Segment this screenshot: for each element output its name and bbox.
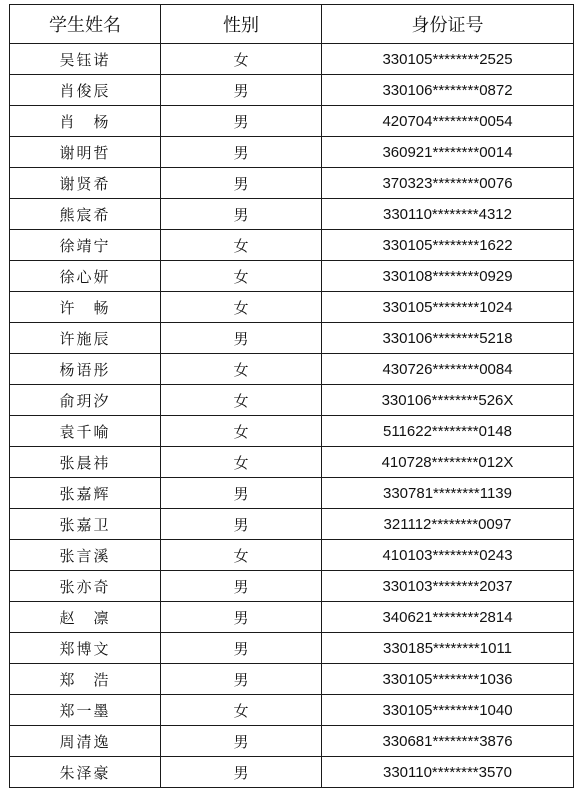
student-name-cell: 郑 浩	[10, 664, 161, 695]
table-row	[10, 633, 574, 664]
header-gender: 性别	[161, 5, 322, 44]
table-row	[10, 602, 574, 633]
id-number-cell: 330108********0929	[322, 261, 574, 292]
student-name-cell: 吴钰诺	[10, 44, 161, 75]
student-name-cell: 张言溪	[10, 540, 161, 571]
table-row	[10, 137, 574, 168]
student-name-cell: 谢贤希	[10, 168, 161, 199]
id-number-cell: 330681********3876	[322, 726, 574, 757]
gender-cell: 男	[161, 757, 322, 788]
table-row	[10, 695, 574, 726]
id-number-cell: 330105********1622	[322, 230, 574, 261]
table-row	[10, 323, 574, 354]
student-name-cell: 许施辰	[10, 323, 161, 354]
student-name-cell: 杨语彤	[10, 354, 161, 385]
student-name-cell: 郑博文	[10, 633, 161, 664]
student-name-cell: 朱泽豪	[10, 757, 161, 788]
table-row	[10, 75, 574, 106]
gender-cell: 女	[161, 354, 322, 385]
gender-cell: 男	[161, 75, 322, 106]
table-row	[10, 571, 574, 602]
gender-cell: 男	[161, 199, 322, 230]
student-name-cell: 郑一墨	[10, 695, 161, 726]
id-number-cell: 330110********4312	[322, 199, 574, 230]
student-name-cell: 谢明哲	[10, 137, 161, 168]
table-row	[10, 168, 574, 199]
gender-cell: 女	[161, 44, 322, 75]
gender-cell: 女	[161, 416, 322, 447]
student-roster-table	[9, 4, 574, 788]
gender-cell: 女	[161, 540, 322, 571]
gender-cell: 男	[161, 106, 322, 137]
table-body	[10, 44, 574, 788]
gender-cell: 男	[161, 323, 322, 354]
id-number-cell: 330106********526X	[322, 385, 574, 416]
table-row	[10, 447, 574, 478]
table-row	[10, 230, 574, 261]
gender-cell: 男	[161, 571, 322, 602]
id-number-cell: 330105********1036	[322, 664, 574, 695]
student-name-cell: 肖俊辰	[10, 75, 161, 106]
gender-cell: 女	[161, 292, 322, 323]
id-number-cell: 330106********5218	[322, 323, 574, 354]
table-header	[10, 5, 574, 44]
student-name-cell: 徐心妍	[10, 261, 161, 292]
gender-cell: 男	[161, 478, 322, 509]
id-number-cell: 330105********2525	[322, 44, 574, 75]
student-name-cell: 赵 凛	[10, 602, 161, 633]
id-number-cell: 340621********2814	[322, 602, 574, 633]
table-row	[10, 509, 574, 540]
gender-cell: 男	[161, 602, 322, 633]
table-row	[10, 199, 574, 230]
id-number-cell: 330781********1139	[322, 478, 574, 509]
id-number-cell: 511622********0148	[322, 416, 574, 447]
gender-cell: 男	[161, 137, 322, 168]
gender-cell: 男	[161, 633, 322, 664]
student-name-cell: 张嘉辉	[10, 478, 161, 509]
id-number-cell: 410728********012X	[322, 447, 574, 478]
table-row	[10, 664, 574, 695]
student-name-cell: 张嘉卫	[10, 509, 161, 540]
gender-cell: 男	[161, 664, 322, 695]
gender-cell: 女	[161, 261, 322, 292]
table-row	[10, 354, 574, 385]
table-row	[10, 106, 574, 137]
id-number-cell: 370323********0076	[322, 168, 574, 199]
id-number-cell: 330105********1040	[322, 695, 574, 726]
id-number-cell: 420704********0054	[322, 106, 574, 137]
gender-cell: 女	[161, 447, 322, 478]
student-name-cell: 张晨祎	[10, 447, 161, 478]
table-row	[10, 261, 574, 292]
id-number-cell: 330110********3570	[322, 757, 574, 788]
table-row	[10, 726, 574, 757]
table-row	[10, 292, 574, 323]
table-row	[10, 757, 574, 788]
id-number-cell: 360921********0014	[322, 137, 574, 168]
gender-cell: 男	[161, 509, 322, 540]
student-name-cell: 俞玥汐	[10, 385, 161, 416]
table-row	[10, 44, 574, 75]
header-student-name: 学生姓名	[10, 5, 161, 44]
id-number-cell: 410103********0243	[322, 540, 574, 571]
id-number-cell: 330105********1024	[322, 292, 574, 323]
id-number-cell: 330106********0872	[322, 75, 574, 106]
student-name-cell: 肖 杨	[10, 106, 161, 137]
gender-cell: 女	[161, 230, 322, 261]
table-row	[10, 416, 574, 447]
gender-cell: 男	[161, 726, 322, 757]
student-name-cell: 许 畅	[10, 292, 161, 323]
table-row	[10, 385, 574, 416]
id-number-cell: 330185********1011	[322, 633, 574, 664]
student-name-cell: 熊宸希	[10, 199, 161, 230]
student-name-cell: 周清逸	[10, 726, 161, 757]
student-name-cell: 张亦奇	[10, 571, 161, 602]
id-number-cell: 430726********0084	[322, 354, 574, 385]
student-name-cell: 袁千喻	[10, 416, 161, 447]
header-row	[10, 5, 574, 44]
id-number-cell: 330103********2037	[322, 571, 574, 602]
table-row	[10, 478, 574, 509]
gender-cell: 男	[161, 168, 322, 199]
student-name-cell: 徐靖宁	[10, 230, 161, 261]
header-id-number: 身份证号	[322, 5, 574, 44]
table-row	[10, 540, 574, 571]
gender-cell: 女	[161, 695, 322, 726]
gender-cell: 女	[161, 385, 322, 416]
id-number-cell: 321112********0097	[322, 509, 574, 540]
